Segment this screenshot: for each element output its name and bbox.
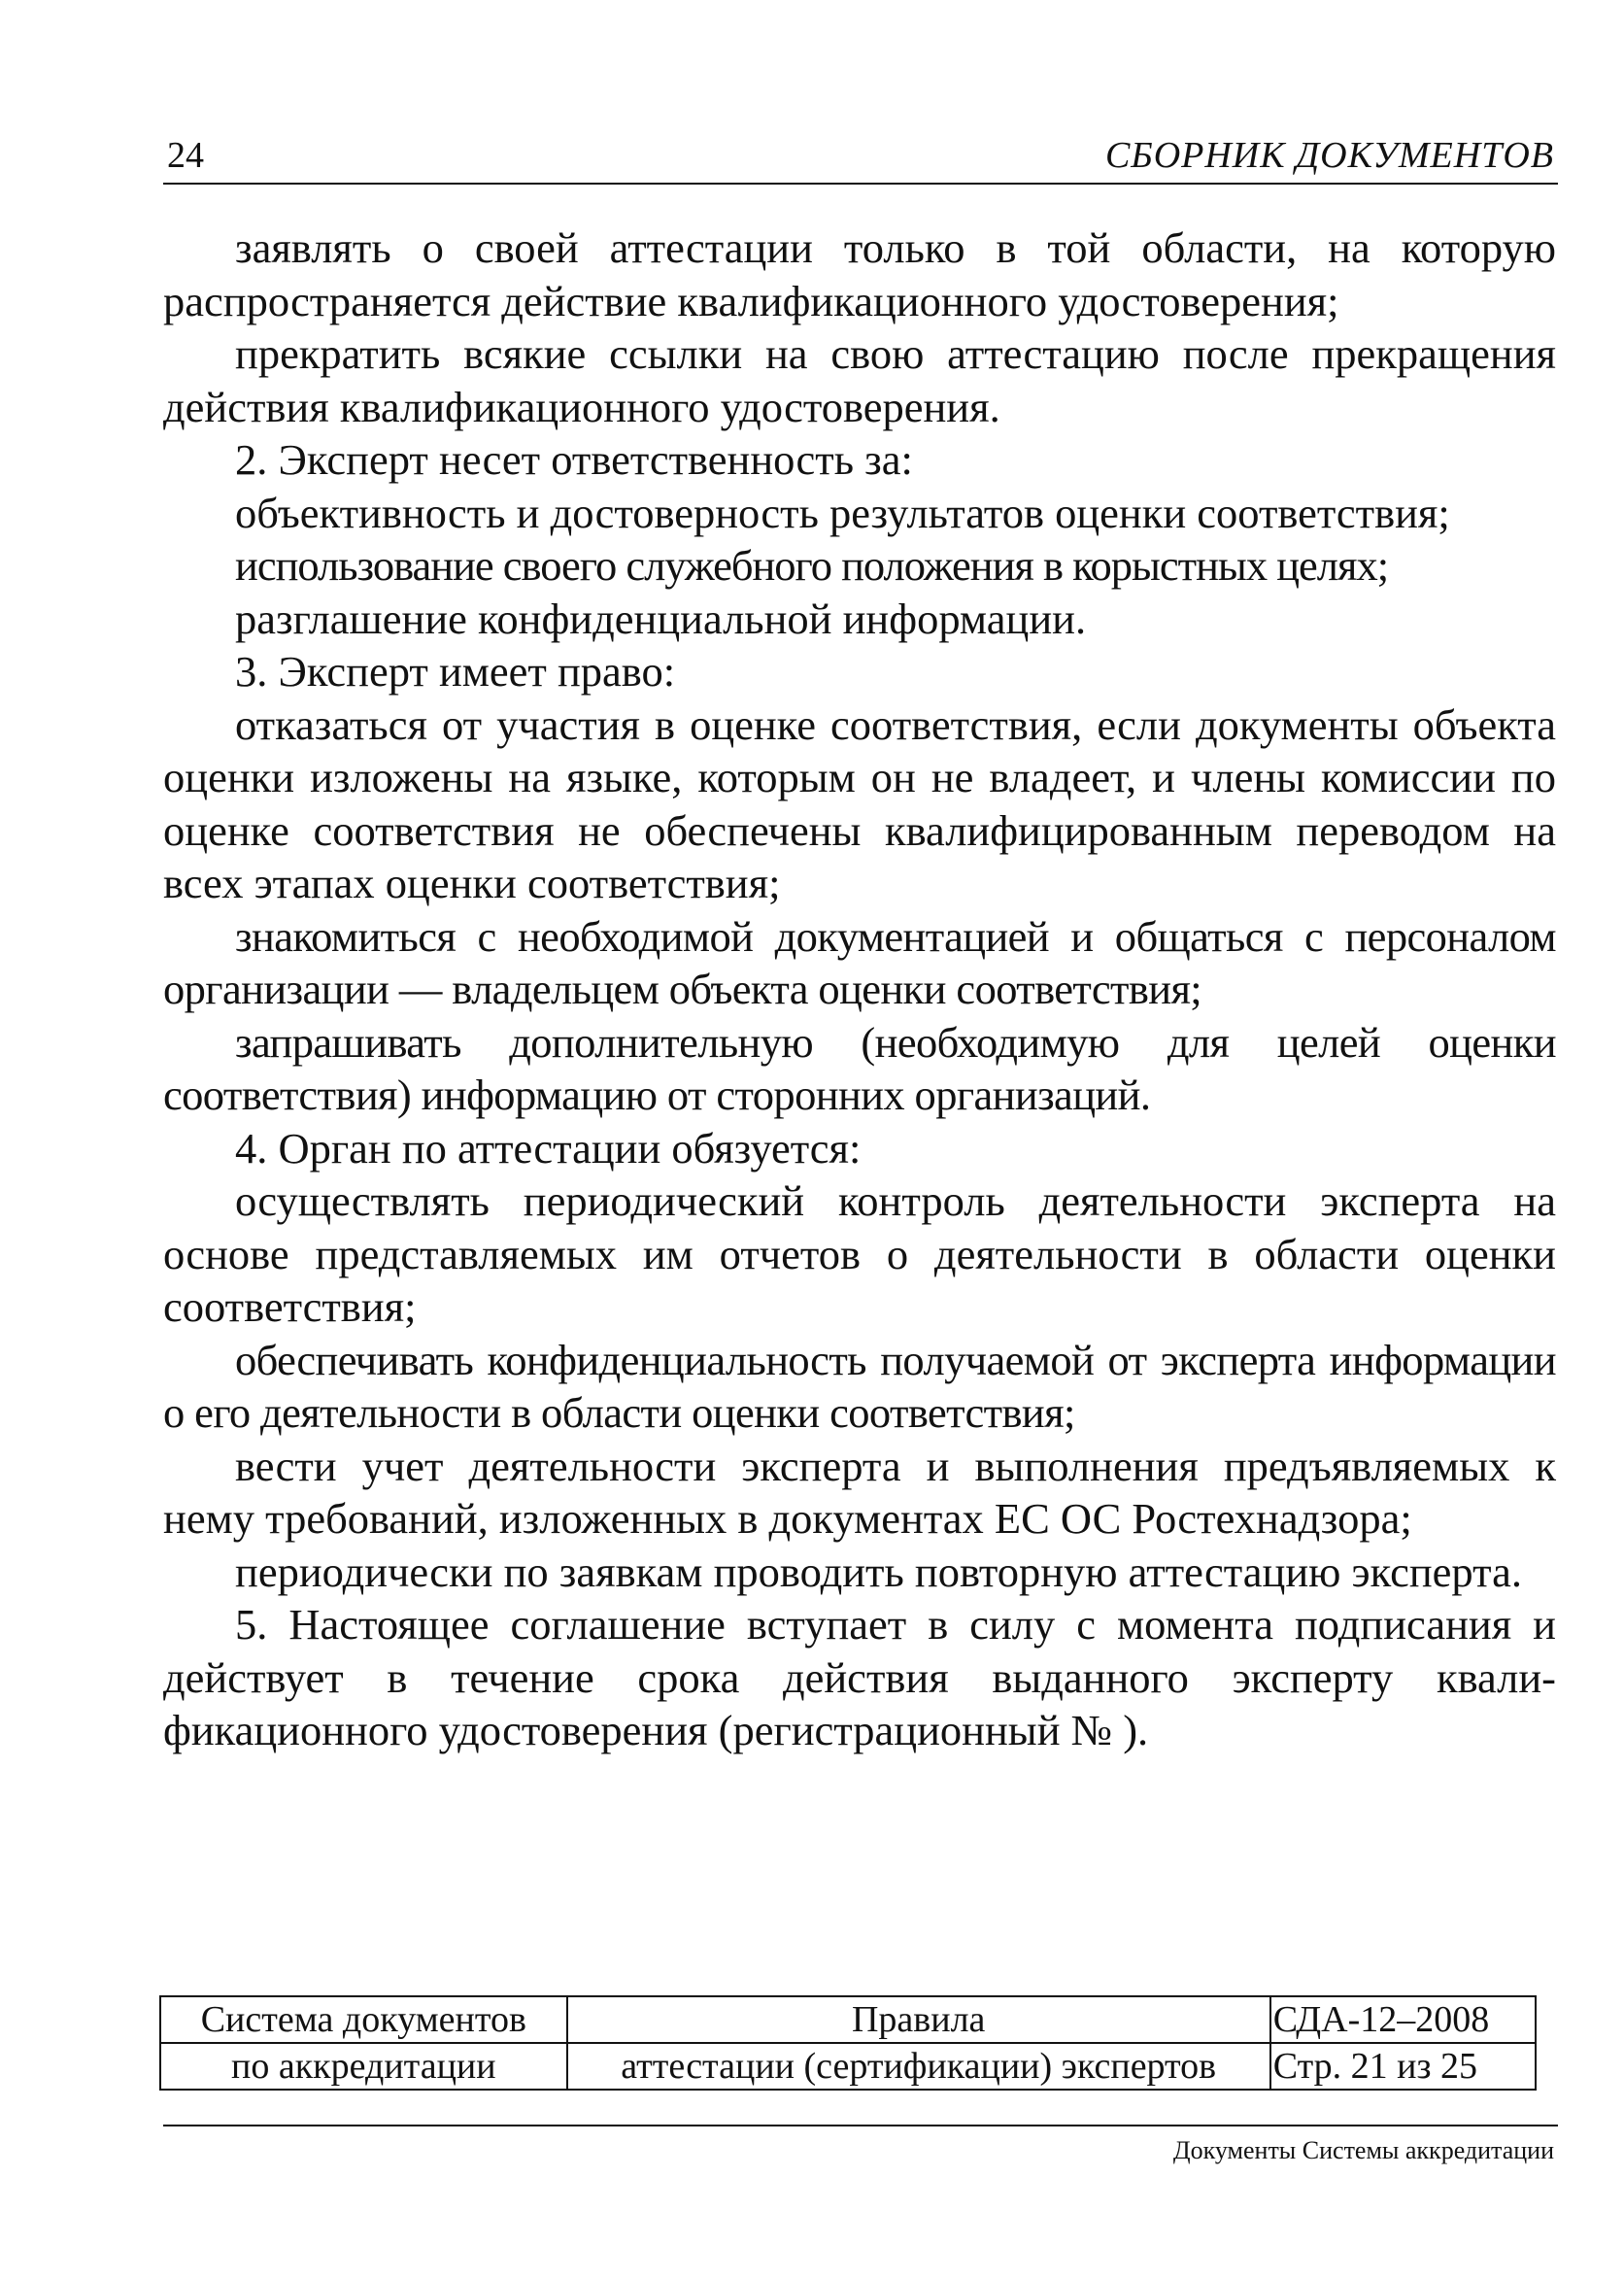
paragraph: разглашение конфиденциальной информации. [235,594,1087,643]
paragraph: запрашивать дополнительную (необходимую для целей оценки соответствия) информацию от сторонних организаций. [163,1017,1556,1119]
paragraph: 2. Эксперт несет ответственность за: [235,435,913,484]
document-footer-table [159,1995,1537,2091]
paragraph: 5. Настоящее соглашение вступает в силу с момента подписания и действует в течение срока действия выданного эксперту квалификационного удостоверения (регистрационный № ). [163,1600,1556,1754]
header-rule [163,183,1558,185]
footer-table-row [160,1996,1536,2043]
paragraph: обеспечивать конфиденциальность получаемой от эксперта информации о его деятельности в области оценки соответствия; [163,1335,1556,1437]
paragraph: 4. Орган по аттестации обязуется: [235,1123,862,1173]
footer-cell-code: СДА-12–2008 [1270,1996,1536,2043]
paragraph: знакомиться с необходимой документацией и общаться с персоналом организации — владельцем объекта оценки соответствия; [163,911,1556,1013]
paragraph: 3. Эксперт имеет право: [235,647,676,696]
footer-cell-page: Стр. 21 из 25 [1270,2043,1536,2090]
paragraph: прекратить всякие ссылки на свою аттестацию после прекращения действия квалификационного удостоверения. [163,329,1556,431]
paragraph: вести учет деятельности эксперта и выполнения предъявляемых к нему требований, изложенных в документах ЕС ОС Ростехнадзора; [163,1441,1556,1543]
footer-cell-title: Правила [567,1996,1270,2043]
paragraph: использование своего служебного положения в корыстных целях; [235,541,1389,590]
footer-table-row [160,2043,1536,2090]
footer-cell-system: по аккредитации [160,2043,567,2090]
running-title: СБОРНИК ДОКУМЕНТОВ [1104,135,1554,176]
paragraph: периодически по заявкам проводить повторную аттестацию эксперта. [235,1547,1522,1596]
body-text [163,221,1556,1757]
page-number: 24 [167,135,204,176]
paragraph: объективность и достоверность результатов оценки соответствия; [235,488,1450,537]
footer-cell-system: Система документов [160,1996,567,2043]
footer-note: Документы Системы аккредитации [1172,2136,1554,2164]
paragraph: отказаться от участия в оценке соответствия, если документы объекта оценки изложены на языке, которым он не владеет, и члены комиссии по оценке соответствия не обеспечены квалифицированным переводом на всех этапах оценки соответствия; [163,699,1556,907]
paragraph: заявлять о своей аттестации только в той области, на которую распространяется действие квалификационного удостоверения; [163,223,1556,325]
footer-rule [163,2125,1558,2126]
footer-cell-title: аттестации (сертификации) экспертов [567,2043,1270,2090]
paragraph: осуществлять периодический контроль деятельности эксперта на основе представляемых им отчетов о деятельности в области оценки соответствия; [163,1176,1556,1331]
